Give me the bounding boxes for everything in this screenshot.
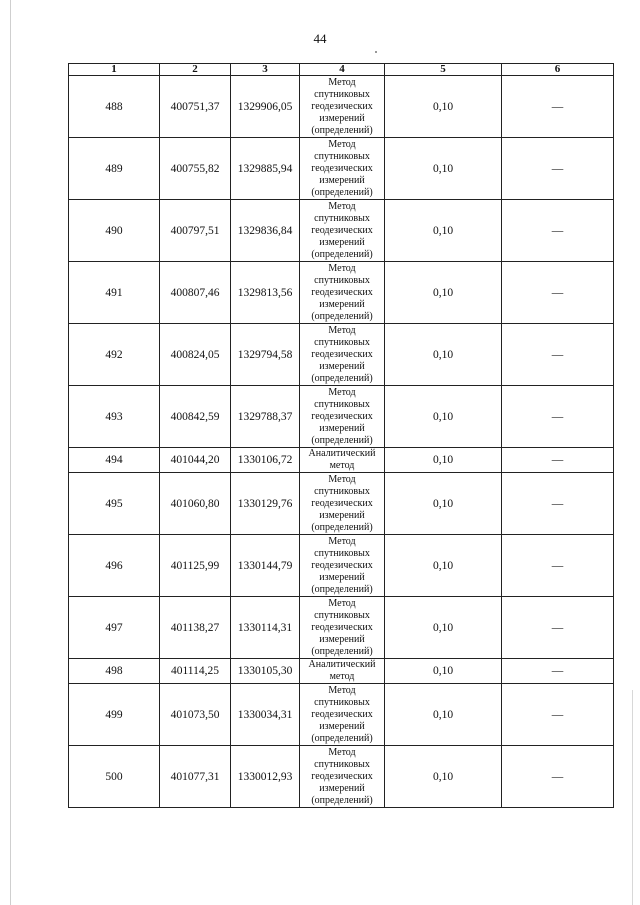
x-coordinate-cell: 400842,59 xyxy=(160,386,231,448)
table-row xyxy=(69,386,614,448)
y-coordinate-cell: 1329794,58 xyxy=(231,324,300,386)
note-cell: — xyxy=(502,659,614,684)
table-row xyxy=(69,597,614,659)
point-number-cell: 489 xyxy=(69,138,160,200)
table-row xyxy=(69,200,614,262)
y-coordinate-cell: 1330144,79 xyxy=(231,535,300,597)
y-coordinate-cell: 1329885,94 xyxy=(231,138,300,200)
note-cell: — xyxy=(502,324,614,386)
method-cell: Метод спутниковых геодезических измерений (определений) xyxy=(300,746,385,808)
y-coordinate-cell: 1329836,84 xyxy=(231,200,300,262)
accuracy-cell: 0,10 xyxy=(385,473,502,535)
note-cell: — xyxy=(502,746,614,808)
point-number-cell: 488 xyxy=(69,76,160,138)
method-cell: Метод спутниковых геодезических измерений (определений) xyxy=(300,535,385,597)
scan-speck xyxy=(375,51,377,53)
method-cell: Метод спутниковых геодезических измерений (определений) xyxy=(300,684,385,746)
accuracy-cell: 0,10 xyxy=(385,324,502,386)
x-coordinate-cell: 401060,80 xyxy=(160,473,231,535)
x-coordinate-cell: 400755,82 xyxy=(160,138,231,200)
y-coordinate-cell: 1330106,72 xyxy=(231,448,300,473)
method-cell: Метод спутниковых геодезических измерений (определений) xyxy=(300,262,385,324)
note-cell: — xyxy=(502,76,614,138)
note-cell: — xyxy=(502,138,614,200)
y-coordinate-cell: 1330012,93 xyxy=(231,746,300,808)
x-coordinate-cell: 401114,25 xyxy=(160,659,231,684)
accuracy-cell: 0,10 xyxy=(385,746,502,808)
table-header-row xyxy=(69,64,614,76)
x-coordinate-cell: 400807,46 xyxy=(160,262,231,324)
note-cell: — xyxy=(502,535,614,597)
note-cell: — xyxy=(502,448,614,473)
table-row xyxy=(69,535,614,597)
note-cell: — xyxy=(502,684,614,746)
y-coordinate-cell: 1330105,30 xyxy=(231,659,300,684)
x-coordinate-cell: 401044,20 xyxy=(160,448,231,473)
point-number-cell: 499 xyxy=(69,684,160,746)
coordinates-table xyxy=(68,63,614,808)
note-cell: — xyxy=(502,200,614,262)
table-row xyxy=(69,262,614,324)
y-coordinate-cell: 1330114,31 xyxy=(231,597,300,659)
x-coordinate-cell: 401077,31 xyxy=(160,746,231,808)
x-coordinate-cell: 401073,50 xyxy=(160,684,231,746)
page-number: 44 xyxy=(313,31,327,46)
point-number-cell: 498 xyxy=(69,659,160,684)
accuracy-cell: 0,10 xyxy=(385,138,502,200)
table-row xyxy=(69,684,614,746)
method-cell: Метод спутниковых геодезических измерений (определений) xyxy=(300,597,385,659)
y-coordinate-cell: 1330129,76 xyxy=(231,473,300,535)
table-row xyxy=(69,746,614,808)
table-row xyxy=(69,473,614,535)
accuracy-cell: 0,10 xyxy=(385,684,502,746)
method-cell: Аналитический метод xyxy=(300,659,385,684)
point-number-cell: 490 xyxy=(69,200,160,262)
y-coordinate-cell: 1329813,56 xyxy=(231,262,300,324)
point-number-cell: 491 xyxy=(69,262,160,324)
method-cell: Метод спутниковых геодезических измерений (определений) xyxy=(300,138,385,200)
table-row xyxy=(69,76,614,138)
note-cell: — xyxy=(502,262,614,324)
table-row xyxy=(69,324,614,386)
column-header-3: 3 xyxy=(231,64,300,76)
y-coordinate-cell: 1330034,31 xyxy=(231,684,300,746)
table-row xyxy=(69,448,614,473)
column-header-4: 4 xyxy=(300,64,385,76)
method-cell: Метод спутниковых геодезических измерений (определений) xyxy=(300,76,385,138)
x-coordinate-cell: 400797,51 xyxy=(160,200,231,262)
x-coordinate-cell: 400824,05 xyxy=(160,324,231,386)
point-number-cell: 494 xyxy=(69,448,160,473)
accuracy-cell: 0,10 xyxy=(385,597,502,659)
column-header-2: 2 xyxy=(160,64,231,76)
accuracy-cell: 0,10 xyxy=(385,659,502,684)
point-number-cell: 496 xyxy=(69,535,160,597)
column-header-5: 5 xyxy=(385,64,502,76)
method-cell: Метод спутниковых геодезических измерений (определений) xyxy=(300,386,385,448)
note-cell: — xyxy=(502,386,614,448)
x-coordinate-cell: 400751,37 xyxy=(160,76,231,138)
column-header-1: 1 xyxy=(69,64,160,76)
accuracy-cell: 0,10 xyxy=(385,448,502,473)
method-cell: Метод спутниковых геодезических измерений (определений) xyxy=(300,200,385,262)
column-header-6: 6 xyxy=(502,64,614,76)
x-coordinate-cell: 401138,27 xyxy=(160,597,231,659)
accuracy-cell: 0,10 xyxy=(385,386,502,448)
table-row xyxy=(69,659,614,684)
accuracy-cell: 0,10 xyxy=(385,76,502,138)
accuracy-cell: 0,10 xyxy=(385,535,502,597)
y-coordinate-cell: 1329788,37 xyxy=(231,386,300,448)
point-number-cell: 495 xyxy=(69,473,160,535)
point-number-cell: 493 xyxy=(69,386,160,448)
point-number-cell: 500 xyxy=(69,746,160,808)
x-coordinate-cell: 401125,99 xyxy=(160,535,231,597)
scan-edge-line-right xyxy=(632,690,633,905)
point-number-cell: 492 xyxy=(69,324,160,386)
point-number-cell: 497 xyxy=(69,597,160,659)
accuracy-cell: 0,10 xyxy=(385,262,502,324)
y-coordinate-cell: 1329906,05 xyxy=(231,76,300,138)
coordinates-table-container xyxy=(68,63,613,808)
method-cell: Аналитический метод xyxy=(300,448,385,473)
table-row xyxy=(69,138,614,200)
table-body xyxy=(69,76,614,808)
method-cell: Метод спутниковых геодезических измерений (определений) xyxy=(300,324,385,386)
note-cell: — xyxy=(502,473,614,535)
accuracy-cell: 0,10 xyxy=(385,200,502,262)
method-cell: Метод спутниковых геодезических измерений (определений) xyxy=(300,473,385,535)
note-cell: — xyxy=(502,597,614,659)
scan-edge-line xyxy=(10,0,11,905)
